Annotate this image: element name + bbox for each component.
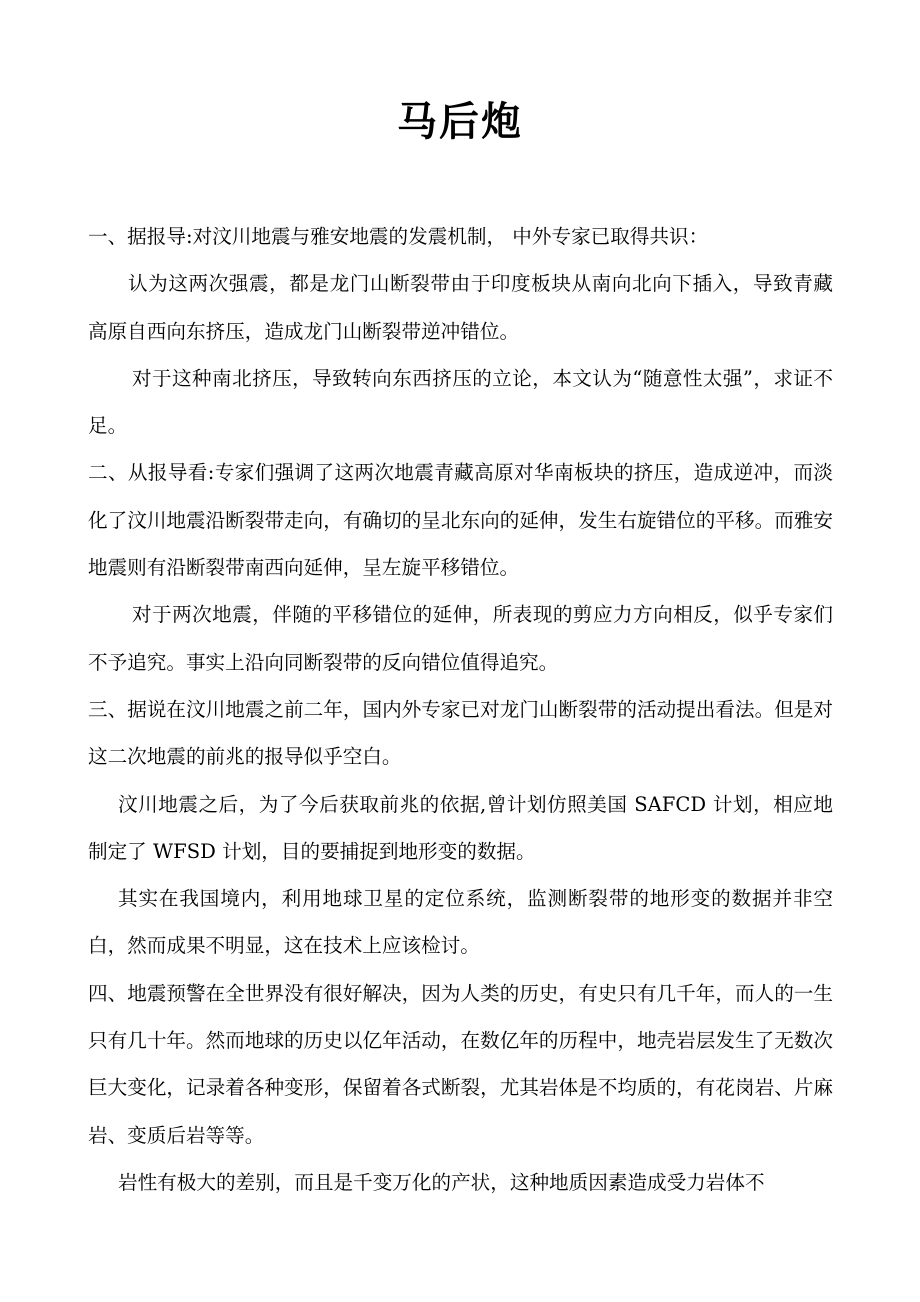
document-title: 马后炮 [397, 98, 523, 145]
paragraph-7: 汶川地震之后，为了今后获取前兆的依据,曾计划仿照美国 SAFCD 计划，相应地制定了 WFSD 计划，目的要捕捉到地形变的数据。 [88, 792, 833, 863]
paragraph-1: 一、据报导:对汶川地震与雅安地震的发震机制， 中外专家已取得共识： [88, 225, 709, 248]
paragraph-4: 二、从报导看:专家们强调了这两次地震青藏高原对华南板块的挤压，造成逆冲，而淡化了汶川地震沿断裂带走向，有确切的呈北东向的延伸，发生右旋错位的平移。而雅安地震则有沿断裂带南西向延伸，呈左旋平移错位。 [88, 461, 833, 580]
document-body [88, 213, 833, 1206]
paragraph-6: 三、据说在汶川地震之前二年，国内外专家已对龙门山断裂带的活动提出看法。但是对这二次地震的前兆的报导似乎空白。 [88, 697, 833, 769]
paragraph-3: 对于这种南北挤压，导致转向东西挤压的立论，本文认为“随意性太强”，求证不足。 [88, 366, 833, 438]
paragraph-2: 认为这两次强震，都是龙门山断裂带由于印度板块从南向北向下插入，导致青藏高原自西向东挤压，造成龙门山断裂带逆冲错位。 [88, 272, 833, 343]
paragraph-9: 四、地震预警在全世界没有很好解决，因为人类的历史，有史只有几千年，而人的一生只有几十年。然而地球的历史以亿年活动，在数亿年的历程中，地壳岩层发生了无数次巨大变化，记录着各种变形，保留着各式断裂，尤其岩体是不均质的，有花岗岩、片麻岩、变质后岩等等。 [88, 981, 833, 1147]
paragraph-5: 对于两次地震，伴随的平移错位的延伸，所表现的剪应力方向相反，似乎专家们不予追究。事实上沿向同断裂带的反向错位值得追究。 [88, 603, 833, 674]
paragraph-8: 其实在我国境内，利用地球卫星的定位系统，监测断裂带的地形变的数据并非空白，然而成果不明显，这在技术上应该检讨。 [88, 887, 833, 958]
paragraph-10: 岩性有极大的差别，而且是千变万化的产状，这种地质因素造成受力岩体不 [118, 1170, 765, 1194]
